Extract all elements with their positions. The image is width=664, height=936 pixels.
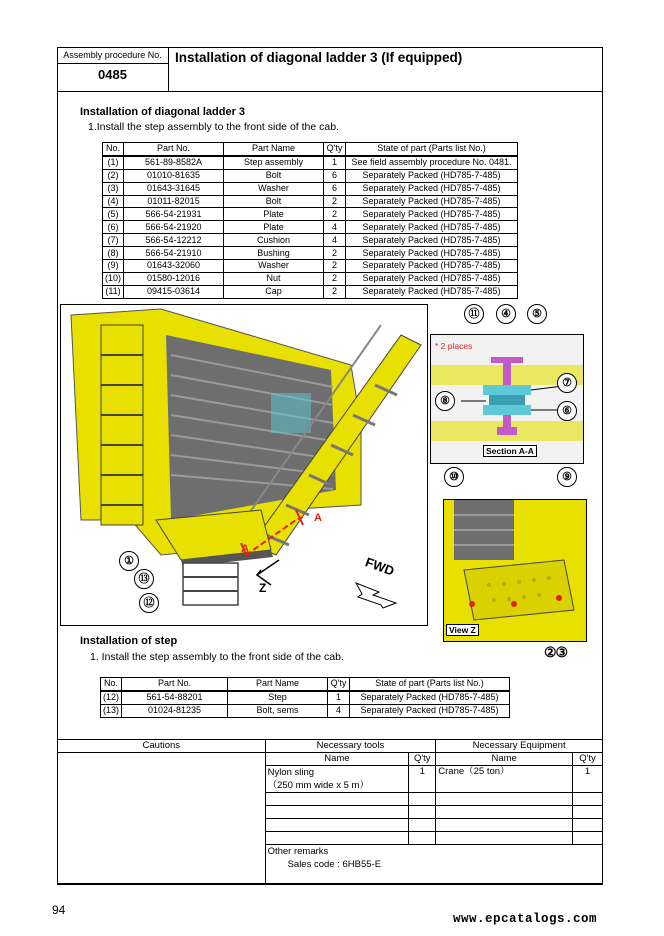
two-places-note: * 2 places	[435, 341, 473, 351]
table-cell: 566-54-21910	[124, 247, 224, 260]
column-header: Q'ty	[328, 678, 350, 691]
tools-name-header: Name	[265, 753, 409, 766]
table-cell: (6)	[103, 221, 124, 234]
parts-table-2	[100, 677, 510, 718]
table-cell: Separately Packed (HD785-7-485)	[346, 272, 518, 285]
table-cell: 2	[324, 208, 346, 221]
table-cell: 6	[324, 169, 346, 182]
table-row	[103, 285, 518, 298]
table-row	[101, 691, 510, 704]
table-row	[103, 156, 518, 169]
tools-header: Necessary tools	[265, 740, 436, 753]
table-cell: 01010-81635	[124, 169, 224, 182]
table-cell: Nut	[224, 272, 324, 285]
table-cell: 2	[324, 285, 346, 298]
table-cell: Washer	[224, 260, 324, 273]
table-row	[103, 260, 518, 273]
tool-name-cell	[265, 766, 409, 793]
table-cell: Separately Packed (HD785-7-485)	[350, 704, 510, 717]
section2-heading: Installation of step	[80, 635, 178, 647]
procedure-number: 0485	[98, 67, 127, 82]
table-cell: (10)	[103, 272, 124, 285]
column-header: Part Name	[224, 143, 324, 156]
table-cell: (12)	[101, 691, 122, 704]
table-cell: 561-54-88201	[122, 691, 228, 704]
table-cell: 1	[324, 156, 346, 169]
section1-heading: Installation of diagonal ladder 3	[80, 106, 246, 118]
section2-instruction: 1. Install the step assembly to the front side of the cab.	[90, 651, 344, 663]
table-cell: Separately Packed (HD785-7-485)	[346, 234, 518, 247]
section-arrow-a-right: A	[314, 512, 322, 524]
callout-9: ⑨	[557, 467, 577, 487]
table-cell: Separately Packed (HD785-7-485)	[346, 182, 518, 195]
footer-url[interactable]: www.epcatalogs.com	[453, 912, 598, 926]
callout-4: ④	[496, 304, 516, 324]
table-row	[103, 272, 518, 285]
table-cell: (2)	[103, 169, 124, 182]
table-cell: 6	[324, 182, 346, 195]
page-number: 94	[52, 903, 66, 917]
table-cell: 1	[328, 691, 350, 704]
section-aa-label: Section A-A	[483, 445, 537, 457]
table-row	[103, 182, 518, 195]
table-cell: (11)	[103, 285, 124, 298]
callout-8: ⑧	[435, 391, 455, 411]
table-cell: Separately Packed (HD785-7-485)	[346, 169, 518, 182]
view-z-detail	[443, 499, 587, 642]
cautions-cell	[58, 753, 266, 884]
table-cell: Bushing	[224, 247, 324, 260]
tool-name: Nylon sling	[267, 767, 315, 778]
column-header: State of part (Parts list No.)	[350, 678, 510, 691]
callout-10: ⑩	[444, 467, 464, 487]
callout-5: ⑤	[527, 304, 547, 324]
table-cell: (5)	[103, 208, 124, 221]
main-illustration	[60, 304, 428, 626]
table-cell: 4	[324, 234, 346, 247]
callout-7: ⑦	[557, 373, 577, 393]
table-row	[103, 169, 518, 182]
equipment-name-header: Name	[436, 753, 573, 766]
cautions-header: Cautions	[58, 740, 266, 753]
table-cell: Step assembly	[224, 156, 324, 169]
table-cell: Bolt	[224, 195, 324, 208]
procedure-number-label: Assembly procedure No.	[57, 47, 168, 64]
table-cell: Separately Packed (HD785-7-485)	[346, 208, 518, 221]
table-cell: (4)	[103, 195, 124, 208]
equipment-name: Crane（25 ton）	[436, 766, 573, 793]
sales-code: Sales code : 6HB55-E	[287, 859, 382, 870]
table-cell: Plate	[224, 208, 324, 221]
view-z-drawing	[444, 500, 586, 641]
equipment-qty: 1	[572, 766, 602, 793]
table-cell: Washer	[224, 182, 324, 195]
equipment-qty-header: Q'ty	[572, 753, 602, 766]
table-cell: Separately Packed (HD785-7-485)	[346, 221, 518, 234]
column-header: Part No.	[122, 678, 228, 691]
table-row	[103, 195, 518, 208]
tools-equipment-table	[57, 739, 603, 884]
table-cell: Separately Packed (HD785-7-485)	[346, 285, 518, 298]
section-arrow-a-left: A	[241, 543, 249, 555]
table-cell: 01580-12016	[124, 272, 224, 285]
callout-11: ⑪	[464, 304, 484, 324]
callout-12: ⑫	[139, 593, 159, 613]
other-remarks-label: Other remarks	[267, 846, 329, 857]
table-cell: 2	[324, 272, 346, 285]
table-cell: 566-54-21931	[124, 208, 224, 221]
table-cell: 561-89-8582A	[124, 156, 224, 169]
table-cell: 2	[324, 260, 346, 273]
table-cell: (9)	[103, 260, 124, 273]
table-cell: (13)	[101, 704, 122, 717]
table-cell: 566-54-12212	[124, 234, 224, 247]
column-header: No.	[103, 143, 124, 156]
table-row	[103, 208, 518, 221]
table-cell: 01643-31645	[124, 182, 224, 195]
table-cell: Separately Packed (HD785-7-485)	[346, 195, 518, 208]
view-z-arrow-label: Z	[259, 581, 267, 595]
table-cell: Bolt, sems	[228, 704, 328, 717]
table-cell: 01643-32060	[124, 260, 224, 273]
table-cell: Bolt	[224, 169, 324, 182]
table-row	[103, 221, 518, 234]
table-cell: Cap	[224, 285, 324, 298]
table-cell: 4	[328, 704, 350, 717]
callout-13: ⑬	[134, 569, 154, 589]
column-header: Part Name	[228, 678, 328, 691]
table-cell: (7)	[103, 234, 124, 247]
table-row	[103, 247, 518, 260]
table-row	[103, 234, 518, 247]
column-header: No.	[101, 678, 122, 691]
callout-6: ⑥	[557, 401, 577, 421]
column-header: Q'ty	[324, 143, 346, 156]
header-divider	[57, 91, 603, 92]
table-cell: Separately Packed (HD785-7-485)	[346, 260, 518, 273]
table-cell: Separately Packed (HD785-7-485)	[346, 247, 518, 260]
tool-detail: （250 mm wide x 5 m）	[267, 780, 369, 791]
table-cell: Step	[228, 691, 328, 704]
table-cell: 01024-81235	[122, 704, 228, 717]
column-header: State of part (Parts list No.)	[346, 143, 518, 156]
table-cell: (8)	[103, 247, 124, 260]
table-cell: 566-54-21920	[124, 221, 224, 234]
table-cell: Plate	[224, 221, 324, 234]
procedure-number-box	[57, 47, 169, 91]
other-remarks-cell	[265, 845, 602, 884]
table-cell: 09415-03614	[124, 285, 224, 298]
table-cell: 01011-82015	[124, 195, 224, 208]
column-header: Part No.	[124, 143, 224, 156]
table-cell: Cushion	[224, 234, 324, 247]
callout-1: ①	[119, 551, 139, 571]
fwd-label: FWD	[363, 554, 397, 579]
tool-qty: 1	[409, 766, 436, 793]
truck-ladder-drawing	[61, 305, 427, 625]
table-row	[101, 704, 510, 717]
view-z-label: View Z	[446, 624, 479, 636]
table-cell: (3)	[103, 182, 124, 195]
parts-table-1	[102, 142, 518, 299]
table-cell: 2	[324, 247, 346, 260]
callout-2-3: ②③	[544, 644, 568, 660]
section1-instruction: 1.Install the step assembly to the front side of the cab.	[88, 121, 339, 133]
table-cell: See field assembly procedure No. 0481.	[346, 156, 518, 169]
tools-qty-header: Q'ty	[409, 753, 436, 766]
page-title: Installation of diagonal ladder 3 (If equipped)	[175, 50, 463, 65]
equipment-header: Necessary Equipment	[436, 740, 603, 753]
table-cell: (1)	[103, 156, 124, 169]
table-cell: 4	[324, 221, 346, 234]
table-cell: Separately Packed (HD785-7-485)	[350, 691, 510, 704]
table-cell: 2	[324, 195, 346, 208]
